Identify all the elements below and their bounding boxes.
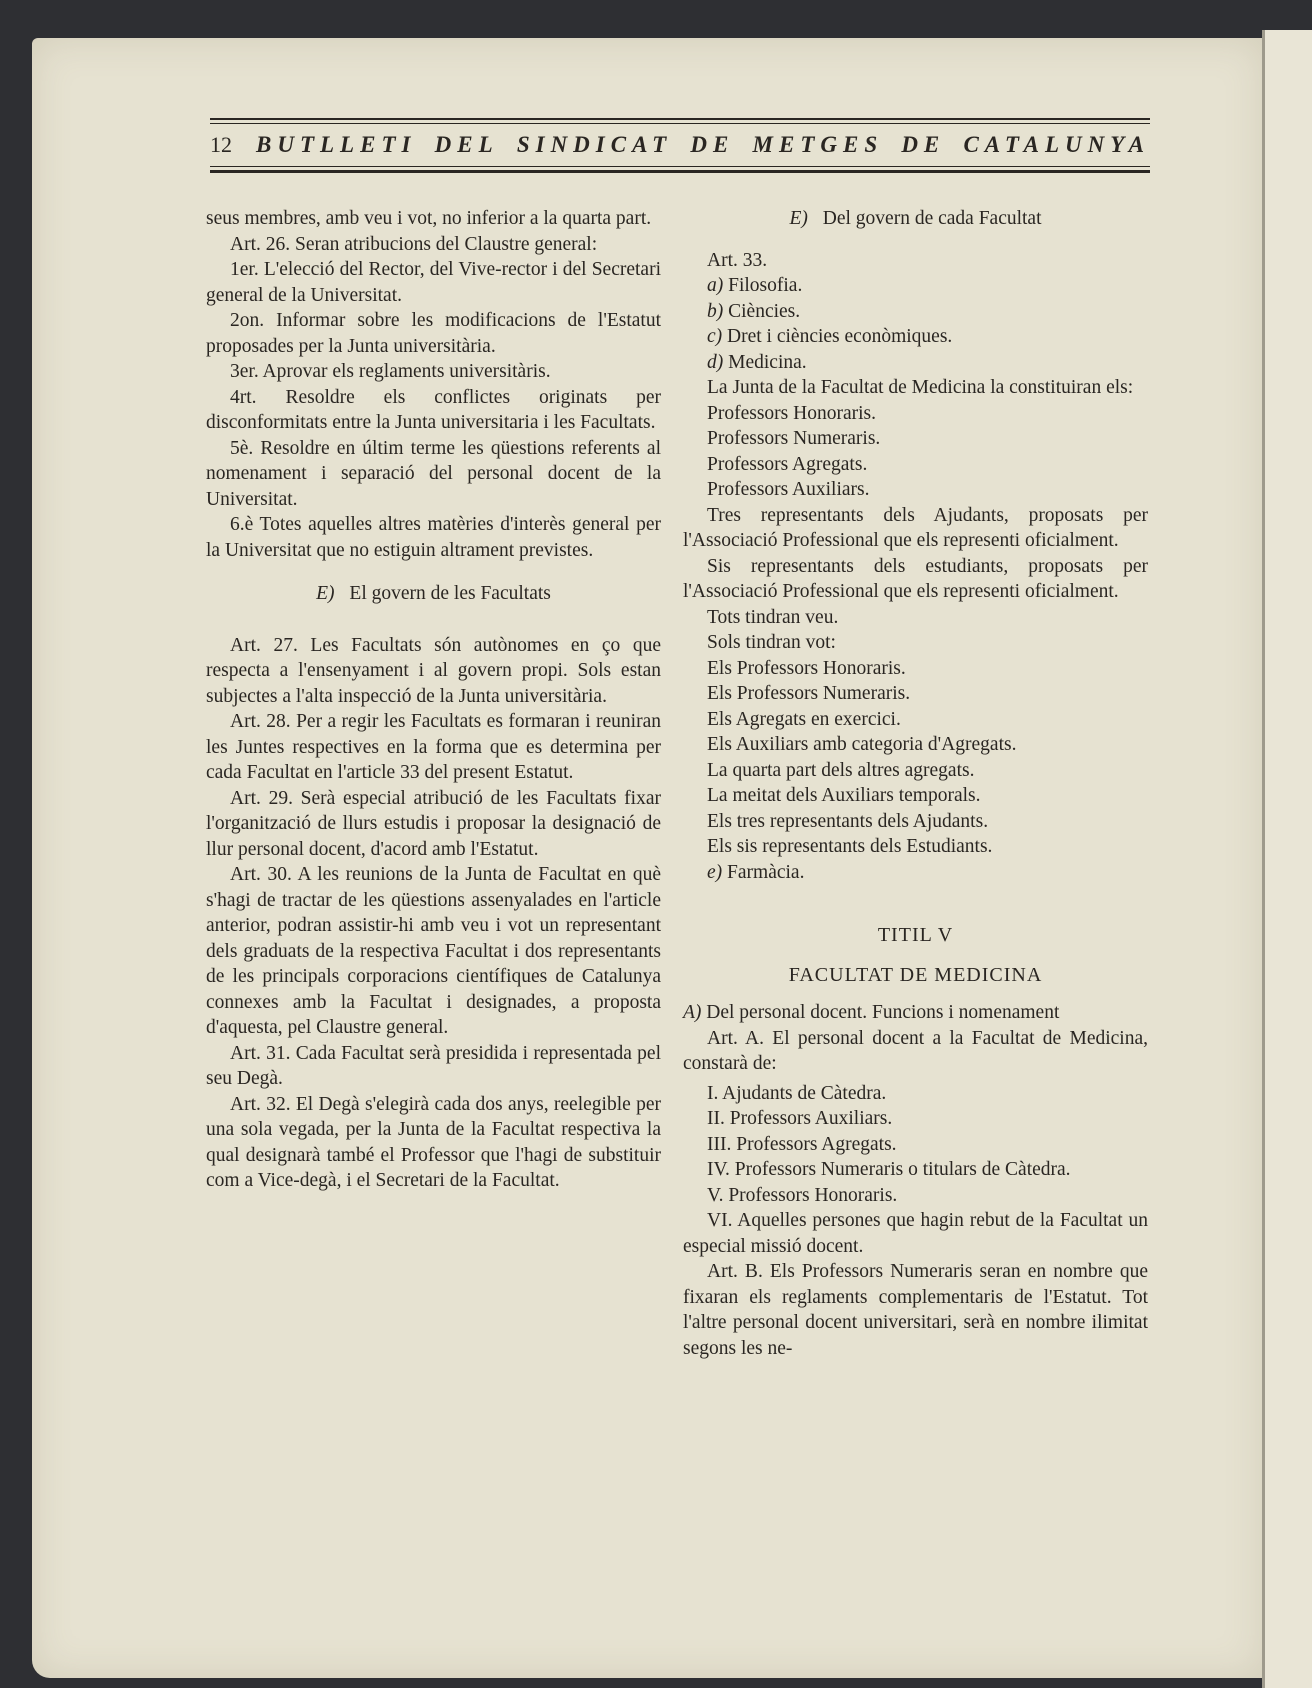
article-28: Art. 28. Per a regir les Facultats es formaran i reuniran les Juntes respectives en la forma que es determina per cada Facultat en l'article 33 del present Estatut. <box>206 711 661 783</box>
title-word: METGES <box>752 132 884 157</box>
article-a: Art. A. El personal docent a la Facultat de Medicina, constarà de: <box>683 1027 1148 1074</box>
title-heading: TITIL V <box>877 924 954 946</box>
list-item: Els Auxiliars amb categoria d'Agregats. <box>707 734 1017 755</box>
list-item: a) Filosofia. <box>707 275 803 296</box>
section-title: Del govern de cada Facultat <box>822 208 1042 229</box>
list-item: Els Agregats en exercici. <box>707 708 901 730</box>
list-item: Tots tindran veu. <box>707 606 839 628</box>
list-item: I. Ajudants de Càtedra. <box>707 1082 887 1104</box>
list-item: La meitat dels Auxiliars temporals. <box>707 785 981 806</box>
list-item: Professors Auxiliars. <box>707 479 870 500</box>
section-letter: E) <box>316 583 335 604</box>
article-32: Art. 32. El Degà s'elegirà cada dos anys, reelegible per una sola vegada, per la Junta de la Facultat respectiva la qual designarà també el Professor que l'hagi de substituir com a Vice-degà, i el Secretari de la Facultat. <box>206 1093 661 1191</box>
article-29: Art. 29. Serà especial atribució de les Facultats fixar l'organització de llurs estudis i proposar la designació de llur personal docent, d'acord amb l'Estatut. <box>206 787 661 860</box>
list-item: Els tres representants dels Ajudants. <box>707 810 989 832</box>
running-header <box>210 118 1150 180</box>
section-heading <box>683 206 1148 232</box>
paragraph: Tres representants dels Ajudants, proposats per l'Associació Professional que els representi oficialment. <box>683 504 1148 551</box>
list-item: VI. Aquelles persones que hagin rebut de la Facultat un especial missió docent. <box>683 1210 1148 1257</box>
list-item: Sols tindran vot: <box>707 632 836 653</box>
faculty-heading: FACULTAT DE MEDICINA <box>788 963 1043 986</box>
list-item: Els sis representants dels Estudiants. <box>707 836 993 857</box>
list-item: IV. Professors Numeraris o titulars de Càtedra. <box>707 1159 1071 1180</box>
list-item: d) Medicina. <box>707 351 807 373</box>
list-item: Professors Agregats. <box>707 453 868 475</box>
article-26: Art. 26. Seran atribucions del Claustre general: <box>230 233 598 255</box>
list-item: Els Professors Numeraris. <box>707 683 911 704</box>
header-rule-bottom-thin <box>210 166 1150 167</box>
list-item: V. Professors Honoraris. <box>707 1184 898 1206</box>
paragraph: 4rt. Resoldre els conflictes originats per disconformitats entre la Junta universitaria i les Facultats. <box>206 386 661 433</box>
list-item: e) Farmàcia. <box>707 861 805 883</box>
title-word: CATALUNYA <box>963 132 1150 157</box>
title-word: BUTLLETI <box>256 132 417 157</box>
title-word: SINDICAT <box>516 132 673 157</box>
list-item: III. Professors Agregats. <box>707 1133 897 1155</box>
left-column <box>206 206 661 1194</box>
paragraph: La Junta de la Facultat de Medicina la constituiran els: <box>707 377 1134 398</box>
list-item: Els Professors Honoraris. <box>707 657 906 679</box>
paragraph: 2on. Informar sobre les modificacions de l'Estatut proposades per la Junta universitària. <box>206 310 661 357</box>
list-item: La quarta part dels altres agregats. <box>707 759 975 781</box>
right-column <box>683 206 1148 1361</box>
list-item: Professors Numeraris. <box>707 428 881 449</box>
title-word: DE <box>901 132 946 157</box>
list-item: II. Professors Auxiliars. <box>707 1108 893 1129</box>
paragraph: Sis representants dels estudiants, proposats per l'Associació Professional que els representi oficialment. <box>683 555 1148 602</box>
section-letter: E) <box>789 208 808 229</box>
article-30: Art. 30. A les reunions de la Junta de Facultat en què s'hagi de tractar de les qüestions assenyalades en l'article anterior, podran assistir-hi amb veu i vot un representant dels graduats de la respectiva Facultat i dos representants de les principals corporacions científiques de Catalunya connexes amb la Facultat i designades, a proposta d'aquesta, pel Claustre general. <box>206 864 661 1038</box>
paragraph: seus membres, amb veu i vot, no inferior a la quarta part. <box>206 208 652 229</box>
list-item: b) Ciències. <box>707 300 801 322</box>
page-number: 12 <box>210 132 232 157</box>
paragraph: 3er. Aprovar els reglaments universitàris. <box>230 361 551 382</box>
article-b: Art. B. Els Professors Numeraris seran en nombre que fixaran els reglaments complementaris de l'Estatut. Tot l'altre personal docent universitari, serà en nombre ilimitat segons les ne- <box>683 1261 1148 1359</box>
article-33: Art. 33. <box>707 249 768 271</box>
section-heading <box>206 581 661 607</box>
paragraph: 5è. Resoldre en últim terme les qüestions referents al nomenament i separació del personal docent de la Universitat. <box>206 437 661 510</box>
article-27: Art. 27. Les Facultats són autònomes en ço que respecta a l'ensenyament i al govern propi. Sols estan subjectes a l'alta inspecció de la Junta universitària. <box>206 634 661 707</box>
paragraph: 6.è Totes aquelles altres matèries d'interès general per la Universitat que no estiguin altrament previstes. <box>206 514 661 561</box>
header-line <box>210 132 1150 162</box>
running-title <box>256 132 1150 158</box>
title-word: DEL <box>434 132 499 157</box>
section-title: El govern de les Facultats <box>349 583 551 604</box>
list-item: c) Dret i ciències econòmiques. <box>707 326 953 347</box>
subsection-heading: A) Del personal docent. Funcions i nomenament <box>683 1002 1060 1023</box>
facing-page-edge <box>1262 30 1312 1688</box>
header-rule-top <box>210 118 1150 120</box>
article-31: Art. 31. Cada Facultat serà presidida i representada pel seu Degà. <box>206 1042 661 1089</box>
list-item: Professors Honoraris. <box>707 402 876 424</box>
header-rule-top-thin <box>210 123 1150 124</box>
paragraph: 1er. L'elecció del Rector, del Vive-rector i del Secretari general de la Universitat. <box>206 259 661 306</box>
title-word: DE <box>690 132 735 157</box>
header-rule-bottom <box>210 170 1150 173</box>
